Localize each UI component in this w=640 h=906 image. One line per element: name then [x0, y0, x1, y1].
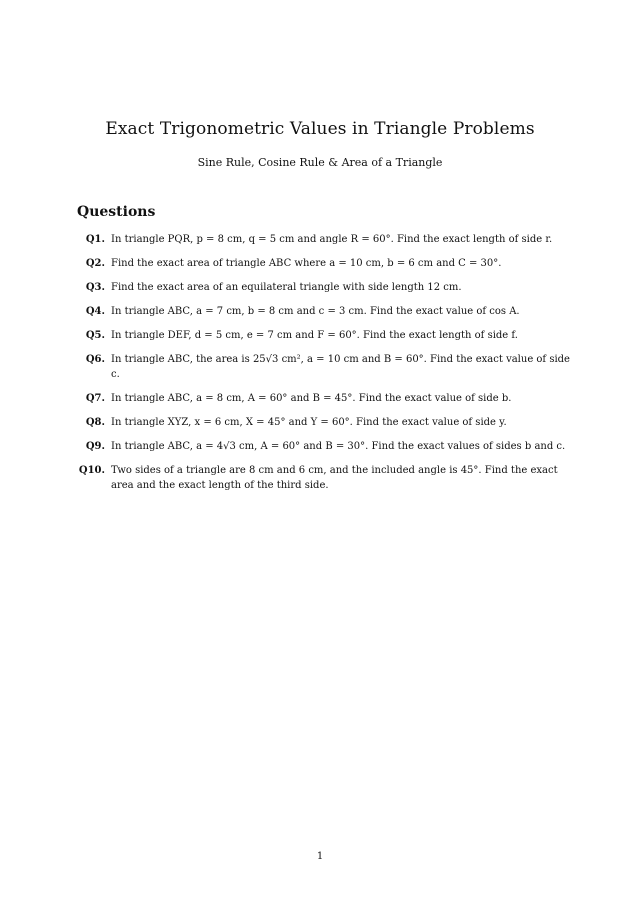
question-item	[70, 280, 570, 295]
question-number: Q9.	[85, 441, 105, 452]
question-text: In triangle DEF, d = 5 cm, e = 7 cm and F = 60°. Find the exact length of side f.	[111, 330, 518, 341]
question-number: Q2.	[85, 258, 105, 269]
question-item	[70, 352, 570, 382]
question-number: Q1.	[85, 234, 105, 245]
question-text: In triangle ABC, a = 7 cm, b = 8 cm and c = 3 cm. Find the exact value of cos A.	[111, 306, 520, 317]
question-text: In triangle ABC, the area is 25√3 cm², a = 10 cm and B = 60°. Find the exact value of side c.	[111, 354, 570, 380]
questions-list	[70, 232, 570, 502]
question-item	[70, 256, 570, 271]
question-text: In triangle ABC, a = 4√3 cm, A = 60° and B = 30°. Find the exact values of sides b and c.	[111, 441, 566, 452]
question-text: In triangle ABC, a = 8 cm, A = 60° and B = 45°. Find the exact value of side b.	[111, 393, 512, 404]
question-text: Two sides of a triangle are 8 cm and 6 cm, and the included angle is 45°. Find the exact area and the exact length of the third side.	[111, 465, 558, 491]
question-item	[70, 391, 570, 406]
question-item	[70, 304, 570, 319]
document-subtitle: Sine Rule, Cosine Rule & Area of a Triangle	[197, 156, 443, 169]
question-number: Q4.	[85, 306, 105, 317]
question-number: Q10.	[78, 465, 105, 476]
question-item	[70, 328, 570, 343]
page-number: 1	[316, 851, 324, 862]
question-text: Find the exact area of triangle ABC where a = 10 cm, b = 6 cm and C = 30°.	[111, 258, 502, 269]
question-item	[70, 415, 570, 430]
question-text: In triangle XYZ, x = 6 cm, X = 45° and Y = 60°. Find the exact value of side y.	[111, 417, 507, 428]
question-text: In triangle PQR, p = 8 cm, q = 5 cm and angle R = 60°. Find the exact length of side r.	[111, 234, 553, 245]
document-title: Exact Trigonometric Values in Triangle Problems	[105, 119, 535, 139]
question-number: Q7.	[85, 393, 105, 404]
question-text: Find the exact area of an equilateral triangle with side length 12 cm.	[111, 282, 462, 293]
question-item	[70, 439, 570, 454]
question-number: Q3.	[85, 282, 105, 293]
question-item	[70, 463, 570, 493]
question-number: Q8.	[85, 417, 105, 428]
question-item	[70, 232, 570, 247]
section-heading-questions: Questions	[77, 204, 156, 220]
question-number: Q5.	[85, 330, 105, 341]
question-number: Q6.	[85, 354, 105, 365]
